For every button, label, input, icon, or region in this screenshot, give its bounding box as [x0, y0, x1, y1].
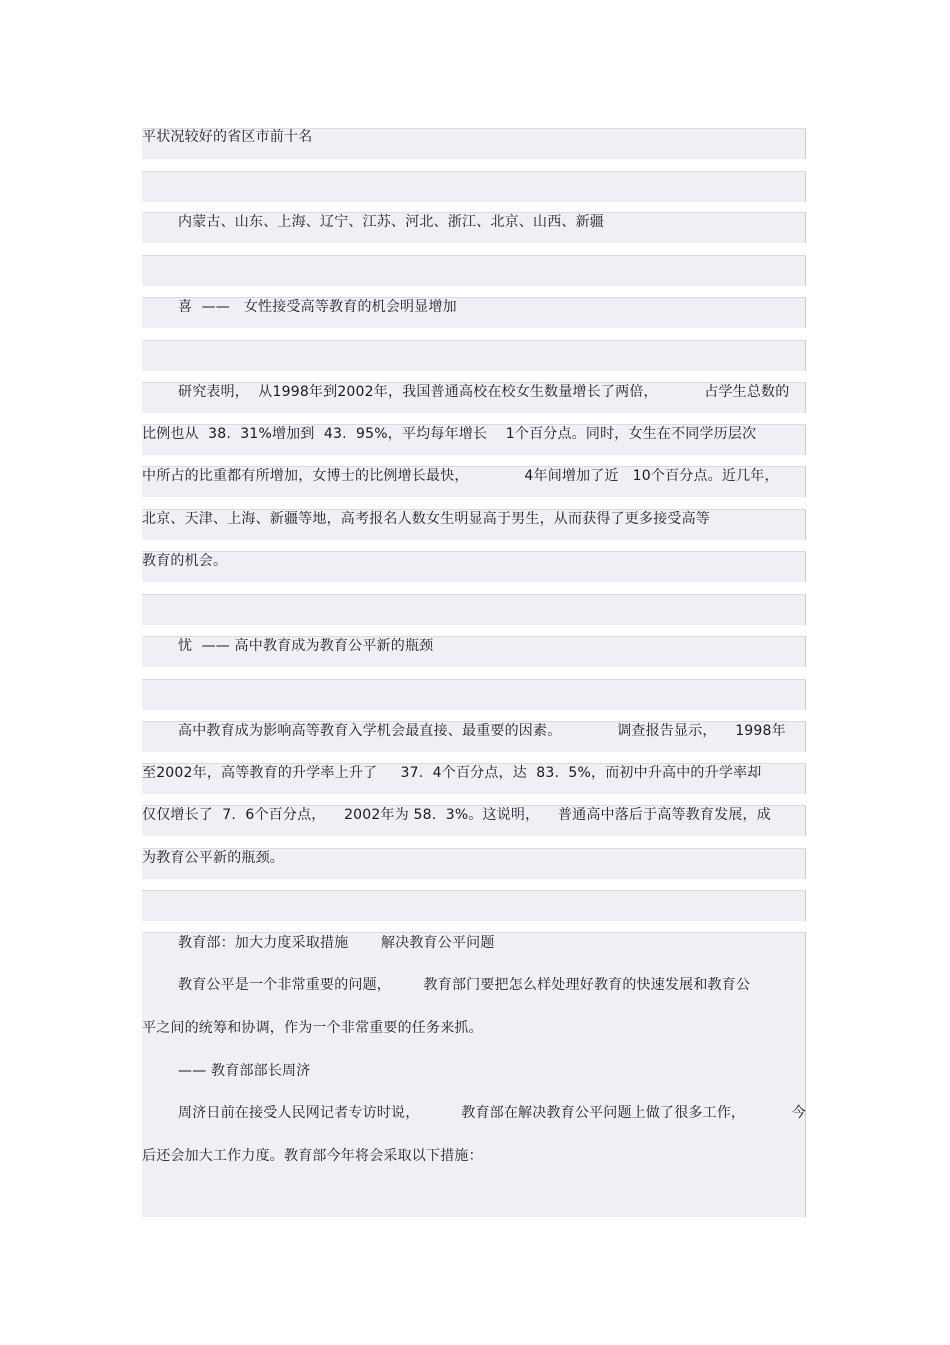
text-band [142, 890, 806, 921]
paragraph-line: 教育公平是一个非常重要的问题， 教育部门要把怎么样处理好教育的快速发展和教育公 [178, 977, 751, 993]
attribution-line: —— 教育部部长周济 [178, 1063, 311, 1079]
paragraph-line: 仅仅增长了 7. 6个百分点， 2002年为 58. 3%。这说明， 普通高中落后于高等教育发展，成 [142, 807, 771, 823]
paragraph-line: 后还会加大工作力度。教育部今年将会采取以下措施： [142, 1148, 483, 1164]
text-band [142, 679, 806, 710]
paragraph-line: 研究表明， 从1998年到2002年，我国普通高校在校女生数量增长了两倍， 占学生总数的 [178, 384, 790, 400]
paragraph-line: 高中教育成为影响高等教育入学机会最直接、最重要的因素。 调查报告显示， 1998年 [178, 723, 786, 739]
text-band [142, 340, 806, 371]
section-heading: 忧 —— 高中教育成为教育公平新的瓶颈 [178, 638, 434, 654]
paragraph-line: 北京、天津、上海、新疆等地，高考报名人数女生明显高于男生，从而获得了更多接受高等 [142, 511, 710, 527]
section-heading: 平状况较好的省区市前十名 [142, 129, 313, 145]
paragraph-line: 比例也从 38. 31%增加到 43. 95%，平均每年增长 1个百分点。同时，女生在不同学历层次 [142, 426, 757, 442]
province-list: 内蒙古、山东、上海、辽宁、江苏、河北、浙江、北京、山西、新疆 [178, 214, 604, 230]
paragraph-line: 教育的机会。 [142, 553, 228, 569]
text-band [142, 594, 806, 625]
paragraph-line: 中所占的比重都有所增加，女博士的比例增长最快， 4年间增加了近 10个百分点。近几年， [142, 468, 779, 484]
text-band [142, 255, 806, 286]
paragraph-line: 平之间的统筹和协调，作为一个非常重要的任务来抓。 [142, 1020, 483, 1036]
section-heading: 教育部：加大力度采取措施 解决教育公平问题 [178, 935, 495, 951]
paragraph-line: 至2002年，高等教育的升学率上升了 37. 4个百分点，达 83. 5%，而初中升高中的升学率却 [142, 765, 762, 781]
text-band [142, 171, 806, 202]
section-heading: 喜 —— 女性接受高等教育的机会明显增加 [178, 299, 457, 315]
paragraph-line: 周济日前在接受人民网记者专访时说， 教育部在解决教育公平问题上做了很多工作， 今 [178, 1105, 806, 1121]
paragraph-line: 为教育公平新的瓶颈。 [142, 850, 284, 866]
